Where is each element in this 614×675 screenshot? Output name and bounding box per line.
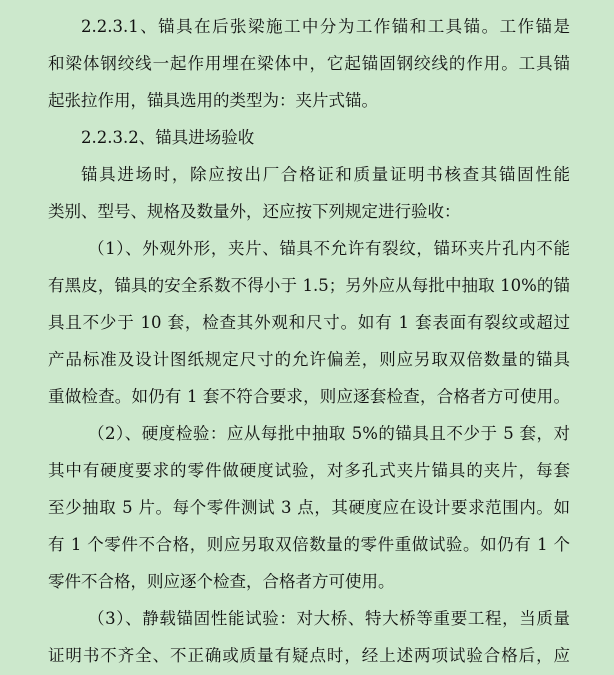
item-1-line-4: 产品标准及设计图纸规定尺寸的允许偏差，则应另取双倍数量的锚具 — [48, 350, 570, 369]
paragraph-2-2-3-1-line-2: 和梁体钢绞线一起作用埋在梁体中，它起锚固钢绞线的作用。工具锚 — [48, 54, 570, 73]
item-3-line-2: 证明书不齐全、不正确或质量有疑点时，经上述两项试验合格后，应 — [48, 646, 570, 665]
section-heading-2-2-3-2: 2.2.3.2、锚具进场验收 — [81, 128, 255, 147]
paragraph-intro-line-2: 类别、型号、规格及数量外，还应按下列规定进行验收： — [48, 202, 461, 221]
item-2-line-2: 其中有硬度要求的零件做硬度试验，对多孔式夹片锚具的夹片，每套 — [48, 461, 570, 480]
item-2-line-3: 至少抽取 5 片。每个零件测试 3 点，其硬度应在设计要求范围内。如 — [48, 498, 570, 517]
item-1-line-2: 有黑皮，锚具的安全系数不得小于 1.5；另外应从每批中抽取 10%的锚 — [48, 276, 570, 295]
paragraph-intro-line-1: 锚具进场时，除应按出厂合格证和质量证明书核查其锚固性能 — [81, 165, 570, 184]
item-1-line-1: （1）、外观外形，夹片、锚具不允许有裂纹，锚环夹片孔内不能 — [88, 239, 570, 258]
item-2-line-1: （2）、硬度检验：应从每批中抽取 5%的锚具且不少于 5 套，对 — [88, 424, 570, 443]
item-2-line-4: 有 1 个零件不合格，则应另取双倍数量的零件重做试验。如仍有 1 个 — [48, 535, 570, 554]
paragraph-2-2-3-1-line-3: 起张拉作用，锚具选用的类型为：夹片式锚。 — [48, 91, 378, 110]
item-3-line-1: （3）、静载锚固性能试验：对大桥、特大桥等重要工程，当质量 — [88, 609, 570, 628]
item-1-line-3: 具且不少于 10 套，检查其外观和尺寸。如有 1 套表面有裂纹或超过 — [48, 313, 570, 332]
item-1-line-5: 重做检查。如仍有 1 套不符合要求，则应逐套检查，合格者方可使用。 — [48, 387, 570, 406]
item-2-line-5: 零件不合格，则应逐个检查，合格者方可使用。 — [48, 572, 395, 591]
paragraph-2-2-3-1-line-1: 2.2.3.1、锚具在后张梁施工中分为工作锚和工具锚。工作锚是 — [81, 17, 570, 36]
